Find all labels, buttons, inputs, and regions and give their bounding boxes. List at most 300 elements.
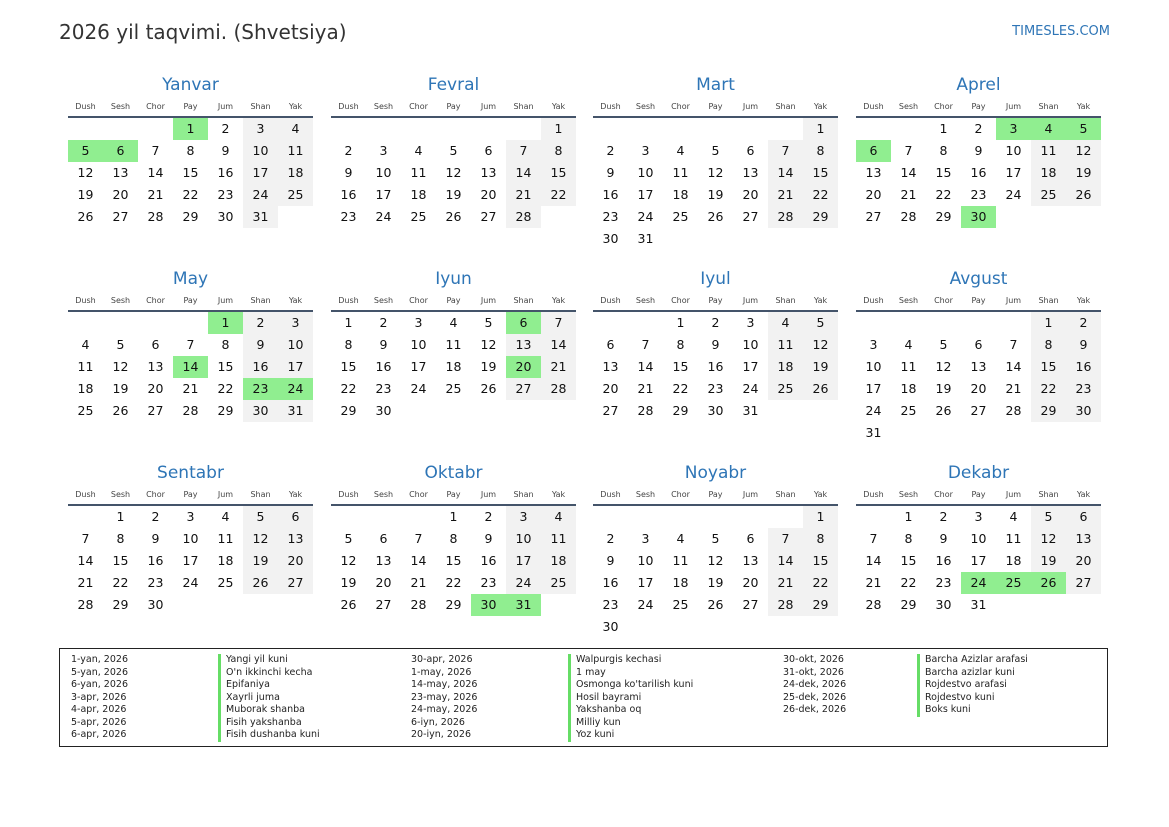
day-cell: 13 <box>375 553 392 568</box>
day-cell: 2 <box>151 509 160 524</box>
legend-holiday-name: Milliy kun <box>568 717 693 730</box>
day-cell: 29 <box>803 594 838 616</box>
day-cell: 2 <box>1066 312 1101 334</box>
day-cell: 29 <box>182 209 199 224</box>
empty-cell <box>768 118 803 140</box>
day-cell: 23 <box>147 575 164 590</box>
day-cell: 8 <box>676 337 685 352</box>
day-cell: 4 <box>278 118 313 140</box>
day-cell: 19 <box>803 356 838 378</box>
day-cell: 22 <box>935 187 952 202</box>
weekday-label: Jum <box>1005 101 1022 111</box>
day-cell: 11 <box>541 528 576 550</box>
empty-cell <box>733 118 768 140</box>
day-cell: 7 <box>506 140 541 162</box>
weekday-label: Shan <box>250 295 271 305</box>
day-cell: 14 <box>768 550 803 572</box>
day-cell: 10 <box>278 334 313 356</box>
weekday-label: Pay <box>183 295 198 305</box>
day-cell: 2 <box>711 315 720 330</box>
weekday-label: Pay <box>971 489 986 499</box>
day-cell: 31 <box>243 206 278 228</box>
day-cell: 8 <box>344 337 353 352</box>
weekday-label: Chor <box>146 101 165 111</box>
day-cell: 8 <box>186 143 195 158</box>
empty-cell <box>138 118 173 140</box>
month-name: Aprel <box>956 75 1001 95</box>
empty-cell <box>698 506 733 528</box>
weekday-label: Pay <box>708 101 723 111</box>
empty-cell <box>103 118 138 140</box>
day-cell: 11 <box>410 165 427 180</box>
day-cell: 17 <box>637 187 654 202</box>
day-cell: 30 <box>243 400 278 422</box>
day-cell: 26 <box>340 597 357 612</box>
day-cell: 26 <box>445 209 462 224</box>
day-cell: 2 <box>379 315 388 330</box>
weekday-label: Sesh <box>110 489 131 499</box>
day-cell: 31 <box>278 400 313 422</box>
day-cell: 1 <box>116 509 125 524</box>
day-cell: 22 <box>541 184 576 206</box>
weekday-label: Shan <box>513 489 534 499</box>
month-name: Sentabr <box>157 463 224 483</box>
weekday-label: Shan <box>1038 295 1059 305</box>
weekday-header <box>593 293 838 307</box>
day-cell: 18 <box>672 575 689 590</box>
day-cell: 29 <box>112 597 129 612</box>
day-cell: 13 <box>970 359 987 374</box>
weekday-label: Pay <box>708 295 723 305</box>
day-grid <box>331 506 576 616</box>
legend-holiday-name: Yoz kuni <box>568 729 693 742</box>
day-cell: 10 <box>637 553 654 568</box>
day-cell: 18 <box>900 381 917 396</box>
weekday-label: Dush <box>75 101 96 111</box>
empty-cell <box>733 506 768 528</box>
day-cell: 14 <box>900 165 917 180</box>
day-cell: 20 <box>602 381 619 396</box>
day-cell: 14 <box>768 162 803 184</box>
empty-cell <box>68 506 103 528</box>
empty-cell <box>401 506 436 528</box>
legend-names-col-1 <box>218 654 320 742</box>
day-cell: 24 <box>375 209 392 224</box>
legend-holiday-name: Osmonga ko'tarilish kuni <box>568 679 693 692</box>
weekday-label: Jum <box>1005 295 1022 305</box>
day-cell: 31 <box>865 425 882 440</box>
day-cell: 28 <box>900 209 917 224</box>
empty-cell <box>366 506 401 528</box>
empty-cell <box>961 312 996 334</box>
legend-date: 5-yan, 2026 <box>71 666 128 678</box>
holiday-day-cell: 20 <box>506 356 541 378</box>
weekday-label: Dush <box>863 101 884 111</box>
legend-date: 24-may, 2026 <box>411 704 478 715</box>
day-cell: 12 <box>1066 140 1101 162</box>
day-cell: 14 <box>1005 359 1022 374</box>
day-cell: 25 <box>672 209 689 224</box>
weekday-label: Dush <box>863 295 884 305</box>
day-cell: 10 <box>970 531 987 546</box>
legend-date: 14-may, 2026 <box>411 679 478 690</box>
day-cell: 7 <box>186 337 195 352</box>
day-cell: 3 <box>974 509 983 524</box>
legend-holiday-name: Fisih yakshanba <box>218 717 320 730</box>
day-cell: 1 <box>803 506 838 528</box>
day-cell: 6 <box>746 531 755 546</box>
day-cell: 21 <box>865 575 882 590</box>
day-cell: 24 <box>637 597 654 612</box>
day-cell: 11 <box>1005 531 1022 546</box>
empty-cell <box>768 506 803 528</box>
day-cell: 25 <box>410 209 427 224</box>
day-cell: 3 <box>641 143 650 158</box>
weekday-label: Dush <box>338 295 359 305</box>
day-cell: 6 <box>379 531 388 546</box>
legend-date: 30-okt, 2026 <box>783 654 844 665</box>
weekday-label: Sesh <box>110 101 131 111</box>
day-cell: 27 <box>147 403 164 418</box>
holiday-day-cell: 24 <box>278 378 313 400</box>
day-cell: 31 <box>742 403 759 418</box>
empty-cell <box>628 118 663 140</box>
day-cell: 22 <box>672 381 689 396</box>
month-yanvar <box>68 74 313 228</box>
day-grid <box>593 506 838 638</box>
day-cell: 9 <box>151 531 160 546</box>
day-cell: 27 <box>278 572 313 594</box>
day-cell: 14 <box>77 553 94 568</box>
legend-holiday-name: Rojdestvo kuni <box>917 692 1028 705</box>
weekday-label: Shan <box>513 101 534 111</box>
holiday-day-cell: 5 <box>68 140 103 162</box>
day-cell: 21 <box>410 575 427 590</box>
day-cell: 6 <box>278 506 313 528</box>
day-cell: 16 <box>217 165 234 180</box>
day-cell: 30 <box>602 231 619 246</box>
weekday-label: Jum <box>480 295 497 305</box>
day-cell: 31 <box>970 597 987 612</box>
day-cell: 27 <box>506 378 541 400</box>
day-cell: 19 <box>1031 550 1066 572</box>
day-cell: 22 <box>182 187 199 202</box>
day-cell: 28 <box>182 403 199 418</box>
empty-cell <box>891 118 926 140</box>
day-cell: 21 <box>147 187 164 202</box>
month-name: Iyul <box>700 269 731 289</box>
month-iyun <box>331 268 576 422</box>
weekday-label: Jum <box>742 489 759 499</box>
day-cell: 9 <box>974 143 983 158</box>
day-grid <box>856 118 1101 228</box>
empty-cell <box>331 118 366 140</box>
day-cell: 7 <box>151 143 160 158</box>
day-cell: 9 <box>344 165 353 180</box>
day-cell: 18 <box>541 550 576 572</box>
day-cell: 31 <box>637 231 654 246</box>
legend-date: 25-dek, 2026 <box>783 691 847 703</box>
day-cell: 22 <box>112 575 129 590</box>
day-cell: 18 <box>672 187 689 202</box>
weekday-label: Yak <box>813 101 828 111</box>
weekday-label: Chor <box>934 295 953 305</box>
weekday-label: Chor <box>934 489 953 499</box>
weekday-label: Dush <box>338 489 359 499</box>
day-cell: 4 <box>414 143 423 158</box>
day-cell: 8 <box>116 531 125 546</box>
day-cell: 6 <box>151 337 160 352</box>
month-name: Avgust <box>949 269 1008 289</box>
day-cell: 12 <box>1031 528 1066 550</box>
weekday-label: Jum <box>217 489 234 499</box>
day-cell: 5 <box>449 143 458 158</box>
day-cell: 20 <box>480 187 497 202</box>
day-cell: 25 <box>672 597 689 612</box>
weekday-header <box>68 487 313 501</box>
day-cell: 30 <box>707 403 724 418</box>
day-cell: 19 <box>480 359 497 374</box>
empty-cell <box>331 506 366 528</box>
day-cell: 29 <box>445 597 462 612</box>
day-cell: 12 <box>480 337 497 352</box>
day-cell: 27 <box>865 209 882 224</box>
day-cell: 26 <box>707 209 724 224</box>
day-cell: 27 <box>742 209 759 224</box>
day-cell: 19 <box>77 187 94 202</box>
month-iyul <box>593 268 838 422</box>
day-cell: 21 <box>77 575 94 590</box>
day-cell: 23 <box>217 187 234 202</box>
month-dekabr <box>856 462 1101 616</box>
weekday-label: Sesh <box>898 295 919 305</box>
day-cell: 25 <box>77 403 94 418</box>
day-cell: 16 <box>1066 356 1101 378</box>
day-cell: 8 <box>449 531 458 546</box>
empty-cell <box>471 118 506 140</box>
day-cell: 13 <box>480 165 497 180</box>
day-cell: 29 <box>217 403 234 418</box>
day-cell: 10 <box>865 359 882 374</box>
legend-holiday-name: Epifaniya <box>218 679 320 692</box>
day-cell: 4 <box>541 506 576 528</box>
day-cell: 9 <box>221 143 230 158</box>
day-cell: 18 <box>410 187 427 202</box>
weekday-label: Dush <box>338 101 359 111</box>
legend-date: 23-may, 2026 <box>411 691 478 703</box>
day-cell: 8 <box>939 143 948 158</box>
day-cell: 17 <box>742 359 759 374</box>
day-cell: 20 <box>742 575 759 590</box>
day-cell: 28 <box>865 597 882 612</box>
legend-holiday-name: Walpurgis kechasi <box>568 654 693 667</box>
day-cell: 23 <box>375 381 392 396</box>
day-cell: 1 <box>676 315 685 330</box>
day-cell: 15 <box>803 162 838 184</box>
empty-cell <box>506 118 541 140</box>
legend-date: 1-may, 2026 <box>411 666 472 678</box>
day-cell: 10 <box>243 140 278 162</box>
day-cell: 17 <box>182 553 199 568</box>
day-cell: 11 <box>900 359 917 374</box>
month-may <box>68 268 313 422</box>
day-cell: 9 <box>711 337 720 352</box>
holiday-day-cell: 3 <box>996 118 1031 140</box>
holiday-day-cell: 6 <box>103 140 138 162</box>
day-cell: 20 <box>970 381 987 396</box>
day-cell: 19 <box>1066 162 1101 184</box>
day-grid <box>593 118 838 250</box>
day-cell: 19 <box>112 381 129 396</box>
day-cell: 11 <box>672 553 689 568</box>
legend-dates-col-1 <box>71 654 128 742</box>
day-cell: 16 <box>147 553 164 568</box>
day-cell: 17 <box>637 575 654 590</box>
empty-cell <box>996 312 1031 334</box>
day-cell: 4 <box>221 509 230 524</box>
day-cell: 3 <box>243 118 278 140</box>
empty-cell <box>436 118 471 140</box>
day-cell: 18 <box>445 359 462 374</box>
weekday-label: Pay <box>446 101 461 111</box>
day-cell: 6 <box>974 337 983 352</box>
day-cell: 26 <box>112 403 129 418</box>
day-cell: 12 <box>340 553 357 568</box>
day-cell: 2 <box>344 143 353 158</box>
weekday-label: Yak <box>551 101 566 111</box>
legend-date: 20-iyn, 2026 <box>411 729 472 740</box>
day-cell: 1 <box>803 118 838 140</box>
day-cell: 21 <box>637 381 654 396</box>
day-cell: 15 <box>935 165 952 180</box>
empty-cell <box>593 506 628 528</box>
day-cell: 28 <box>541 378 576 400</box>
day-cell: 16 <box>935 553 952 568</box>
day-cell: 10 <box>1005 143 1022 158</box>
holiday-day-cell: 23 <box>243 378 278 400</box>
day-cell: 8 <box>803 528 838 550</box>
day-cell: 11 <box>445 337 462 352</box>
weekday-label: Shan <box>775 295 796 305</box>
day-cell: 28 <box>147 209 164 224</box>
weekday-label: Pay <box>971 295 986 305</box>
day-cell: 19 <box>445 187 462 202</box>
month-name: Yanvar <box>162 75 219 95</box>
day-cell: 15 <box>672 359 689 374</box>
weekday-label: Yak <box>1076 101 1091 111</box>
weekday-label: Jum <box>742 295 759 305</box>
day-cell: 25 <box>445 381 462 396</box>
day-cell: 21 <box>506 184 541 206</box>
empty-cell <box>856 312 891 334</box>
day-cell: 8 <box>803 140 838 162</box>
day-cell: 12 <box>445 165 462 180</box>
day-cell: 1 <box>344 315 353 330</box>
day-cell: 5 <box>116 337 125 352</box>
weekday-label: Chor <box>934 101 953 111</box>
empty-cell <box>593 118 628 140</box>
day-cell: 20 <box>375 575 392 590</box>
day-cell: 27 <box>112 209 129 224</box>
day-cell: 8 <box>541 140 576 162</box>
day-cell: 18 <box>1031 162 1066 184</box>
day-cell: 11 <box>768 334 803 356</box>
day-cell: 22 <box>803 184 838 206</box>
day-cell: 3 <box>186 509 195 524</box>
day-cell: 2 <box>221 121 230 136</box>
weekday-label: Dush <box>600 489 621 499</box>
weekday-label: Shan <box>250 489 271 499</box>
legend-date: 3-apr, 2026 <box>71 691 127 703</box>
day-cell: 28 <box>768 594 803 616</box>
day-cell: 24 <box>243 184 278 206</box>
day-cell: 10 <box>637 165 654 180</box>
weekday-label: Sesh <box>635 101 656 111</box>
empty-cell <box>663 118 698 140</box>
legend-holiday-name: Yangi yil kuni <box>218 654 320 667</box>
day-grid <box>331 312 576 422</box>
day-cell: 7 <box>414 531 423 546</box>
site-link[interactable]: TIMESLES.COM <box>1012 24 1110 39</box>
day-cell: 17 <box>865 381 882 396</box>
month-mart <box>593 74 838 250</box>
day-cell: 2 <box>484 509 493 524</box>
weekday-label: Pay <box>446 489 461 499</box>
day-grid <box>856 506 1101 616</box>
month-sentabr <box>68 462 313 616</box>
legend-date: 6-iyn, 2026 <box>411 716 465 728</box>
day-cell: 10 <box>410 337 427 352</box>
weekday-label: Jum <box>217 295 234 305</box>
day-cell: 13 <box>278 528 313 550</box>
day-cell: 20 <box>112 187 129 202</box>
day-cell: 28 <box>768 206 803 228</box>
day-cell: 20 <box>865 187 882 202</box>
day-cell: 22 <box>1031 378 1066 400</box>
empty-cell <box>68 312 103 334</box>
empty-cell <box>856 506 891 528</box>
day-cell: 16 <box>970 165 987 180</box>
weekday-label: Shan <box>250 101 271 111</box>
day-cell: 27 <box>970 403 987 418</box>
weekday-label: Yak <box>288 101 303 111</box>
day-grid <box>68 312 313 422</box>
day-cell: 1 <box>904 509 913 524</box>
day-cell: 29 <box>900 597 917 612</box>
day-cell: 6 <box>1066 506 1101 528</box>
day-cell: 30 <box>217 209 234 224</box>
weekday-label: Jum <box>1005 489 1022 499</box>
day-cell: 24 <box>637 209 654 224</box>
day-cell: 24 <box>410 381 427 396</box>
empty-cell <box>366 118 401 140</box>
day-cell: 9 <box>939 531 948 546</box>
day-cell: 22 <box>217 381 234 396</box>
day-cell: 20 <box>278 550 313 572</box>
day-cell: 25 <box>900 403 917 418</box>
empty-cell <box>628 312 663 334</box>
day-cell: 9 <box>1066 334 1101 356</box>
legend-holiday-name: Barcha Azizlar arafasi <box>917 654 1028 667</box>
month-name: Fevral <box>427 75 480 95</box>
legend-holiday-name: Hosil bayrami <box>568 692 693 705</box>
day-cell: 19 <box>707 187 724 202</box>
holiday-day-cell: 24 <box>961 572 996 594</box>
legend-holiday-name: 1 may <box>568 667 693 680</box>
empty-cell <box>663 506 698 528</box>
weekday-label: Sesh <box>373 489 394 499</box>
day-cell: 11 <box>1031 140 1066 162</box>
